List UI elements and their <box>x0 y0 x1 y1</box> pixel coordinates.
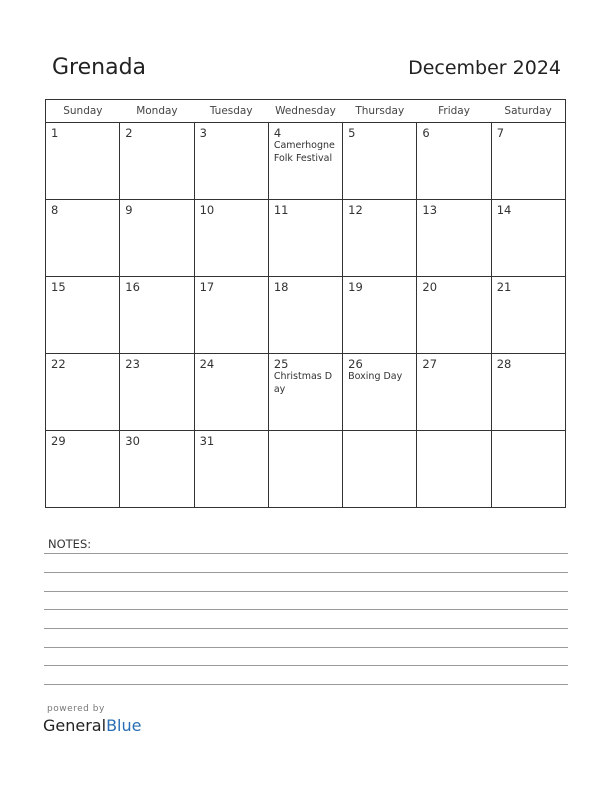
day-cell[interactable] <box>120 200 194 277</box>
day-cell[interactable] <box>46 200 120 277</box>
day-cell[interactable] <box>120 277 194 354</box>
notes-line <box>44 553 568 554</box>
day-number: 26 <box>348 357 363 371</box>
day-number: 16 <box>125 280 140 294</box>
day-number: 25 <box>273 357 289 371</box>
weekday-monday: Monday <box>120 100 194 123</box>
day-number: 31 <box>199 434 215 448</box>
day-cell[interactable] <box>194 123 268 200</box>
notes-line <box>44 684 568 685</box>
day-cell[interactable] <box>417 431 491 508</box>
week-row <box>46 277 566 354</box>
day-cell[interactable] <box>491 200 565 277</box>
country-title: Grenada <box>52 55 147 80</box>
day-number: 1 <box>51 126 59 140</box>
day-number: 6 <box>422 126 430 140</box>
day-cell[interactable] <box>491 431 565 508</box>
weekday-wednesday: Wednesday <box>268 100 342 123</box>
day-cell[interactable] <box>120 354 194 431</box>
day-cell[interactable] <box>417 354 491 431</box>
day-number: 18 <box>273 280 289 294</box>
day-cell[interactable] <box>194 277 268 354</box>
week-row <box>46 200 566 277</box>
day-cell[interactable] <box>417 123 491 200</box>
day-cell[interactable] <box>491 354 565 431</box>
day-cell[interactable] <box>46 123 120 200</box>
day-number: 22 <box>51 357 66 371</box>
day-cell[interactable] <box>46 431 120 508</box>
holiday-event: Camerhogne Folk Festival <box>273 140 335 164</box>
day-cell[interactable] <box>120 431 194 508</box>
notes-line <box>44 665 568 666</box>
generalblue-logo[interactable] <box>43 716 141 735</box>
weekday-thursday: Thursday <box>343 100 417 123</box>
holiday-event: Boxing Day <box>348 371 403 382</box>
day-number: 12 <box>348 203 363 217</box>
day-number: 13 <box>422 203 438 217</box>
day-cell[interactable] <box>268 431 342 508</box>
day-cell[interactable] <box>120 123 194 200</box>
day-number: 2 <box>125 126 133 140</box>
day-number: 14 <box>496 203 512 217</box>
day-number: 23 <box>125 357 140 371</box>
day-number: 30 <box>125 434 140 448</box>
day-number: 19 <box>348 280 363 294</box>
logo-blue: Blue <box>106 716 142 735</box>
day-number: 28 <box>496 357 512 371</box>
day-number: 8 <box>51 203 59 217</box>
day-number: 20 <box>422 280 438 294</box>
notes-line <box>44 647 568 648</box>
weekday-header-row <box>46 100 566 123</box>
day-cell[interactable] <box>268 123 342 200</box>
week-row <box>46 354 566 431</box>
day-cell[interactable] <box>343 277 417 354</box>
day-number: 17 <box>199 280 215 294</box>
day-cell[interactable] <box>268 200 342 277</box>
notes-line <box>44 628 568 629</box>
day-cell[interactable] <box>417 200 491 277</box>
calendar-grid <box>45 99 566 508</box>
day-cell[interactable] <box>268 354 342 431</box>
day-number: 7 <box>496 126 505 140</box>
day-number: 29 <box>51 434 66 448</box>
day-number: 21 <box>496 280 512 294</box>
notes-line <box>44 572 568 573</box>
day-cell[interactable] <box>343 200 417 277</box>
day-cell[interactable] <box>194 354 268 431</box>
weekday-friday: Friday <box>417 100 491 123</box>
weekday-sunday: Sunday <box>46 100 120 123</box>
day-cell[interactable] <box>46 354 120 431</box>
day-number: 27 <box>422 357 438 371</box>
logo-general: General <box>43 716 107 735</box>
day-cell[interactable] <box>268 277 342 354</box>
weekday-saturday: Saturday <box>491 100 565 123</box>
day-number: 9 <box>125 203 133 217</box>
day-cell[interactable] <box>343 431 417 508</box>
day-number: 11 <box>273 203 289 217</box>
day-cell[interactable] <box>417 277 491 354</box>
day-cell[interactable] <box>343 354 417 431</box>
week-row <box>46 123 566 200</box>
notes-line <box>44 591 568 592</box>
week-row <box>46 431 566 508</box>
holiday-event: Christmas Day <box>273 371 333 395</box>
day-cell[interactable] <box>491 123 565 200</box>
weekday-tuesday: Tuesday <box>194 100 268 123</box>
day-cell[interactable] <box>491 277 565 354</box>
day-cell[interactable] <box>343 123 417 200</box>
day-number: 15 <box>51 280 66 294</box>
day-number: 3 <box>199 126 207 140</box>
day-cell[interactable] <box>194 431 268 508</box>
day-cell[interactable] <box>46 277 120 354</box>
notes-line <box>44 609 568 610</box>
notes-label: NOTES: <box>48 537 92 551</box>
month-year-title: December 2024 <box>408 57 561 79</box>
day-cell[interactable] <box>194 200 268 277</box>
day-number: 5 <box>348 126 356 140</box>
powered-by-text: powered by <box>47 704 105 714</box>
day-number: 24 <box>199 357 215 371</box>
day-number: 10 <box>199 203 215 217</box>
day-number: 4 <box>273 126 282 140</box>
